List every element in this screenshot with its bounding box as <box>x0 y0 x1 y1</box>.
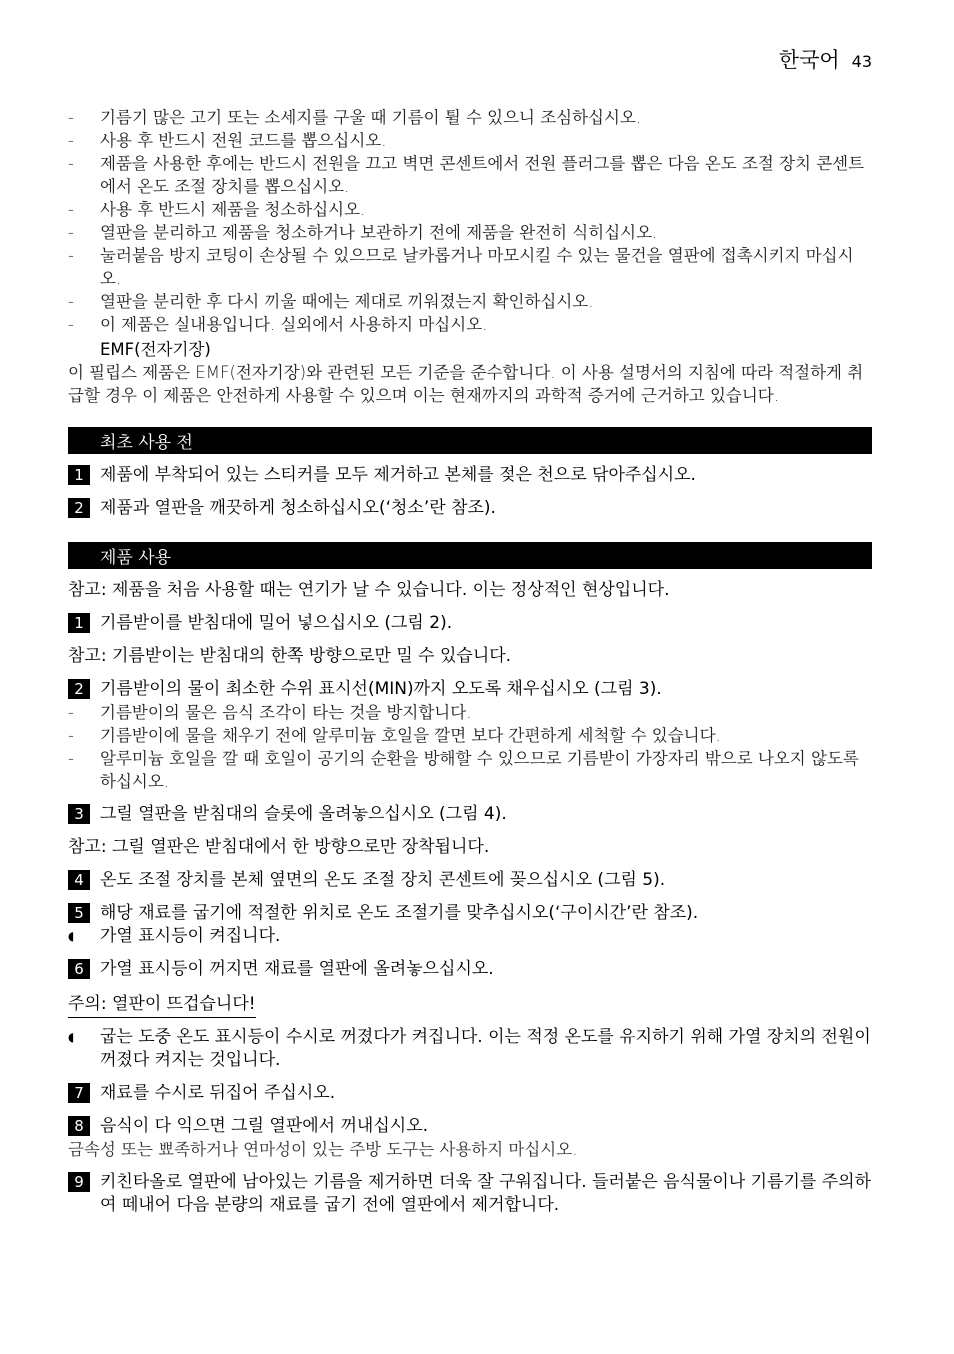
caution-text: 주의: 열판이 뜨겁습니다! <box>68 993 256 1018</box>
note-text: 참고: 그릴 열판은 받침대에서 한 방향으로만 장착됩니다. <box>68 837 490 857</box>
arrow-bullet-icon: ◖ <box>68 1030 75 1044</box>
section-header-using: 제품 사용 <box>68 542 872 569</box>
step-number: 1 <box>68 465 90 485</box>
page-content <box>68 106 872 1217</box>
step-item: 1 기름받이를 받침대에 밀어 넣으십시오 (그림 2). <box>68 612 872 635</box>
step-number: 2 <box>68 679 90 699</box>
note-text: 참고: 기름받이는 받침대의 한쪽 방향으로만 밀 수 있습니다. <box>68 646 512 666</box>
arrow-bullet-icon: ◖ <box>68 929 75 943</box>
step-number: 9 <box>68 1172 90 1192</box>
step-number: 6 <box>68 959 90 979</box>
step-item: 4 온도 조절 장치를 본체 옆면의 온도 조절 장치 콘센트에 꽂으십시오 (그림 5). <box>68 869 872 892</box>
result-bullet: ◖ 굽는 도중 온도 표시등이 수시로 꺼졌다가 켜집니다. 이는 적정 온도를 유지하기 위해 가열 장치의 전원이 꺼졌다 켜지는 것입니다. <box>68 1027 871 1070</box>
step-item: 3 그릴 열판을 받침대의 슬롯에 올려놓으십시오 (그림 4). <box>68 803 872 826</box>
step-item: 8 음식이 다 익으면 그릴 열판에서 꺼내십시오. <box>68 1115 872 1138</box>
step-item: 5 해당 재료를 굽기에 적절한 위치로 온도 조절기를 맞추십시오(‘구이시간’란 참조). <box>68 902 872 925</box>
result-bullet: ◖ 가열 표시등이 켜집니다. <box>68 926 281 946</box>
list-item: - 기름받이에 물을 채우기 전에 알루미늄 호일을 깔면 보다 간편하게 세척할 수 있습니다. <box>68 726 721 745</box>
list-item: - 눌러붙음 방지 코팅이 손상될 수 있으므로 날카롭거나 마모시킬 수 있는 물건을 열판에 접촉시키지 마십시오. <box>68 246 854 288</box>
list-item: - 제품을 사용한 후에는 반드시 전원을 끄고 벽면 콘센트에서 전원 플러그를 뽑은 다음 온도 조절 장치 콘센트에서 온도 조절 장치를 뽑으십시오. <box>68 154 865 196</box>
list-item: - 이 제품은 실내용입니다. 실외에서 사용하지 마십시오. <box>68 315 488 334</box>
list-item: - 열판을 분리한 후 다시 끼울 때에는 제대로 끼워졌는지 확인하십시오. <box>68 292 594 311</box>
emf-text: 이 필립스 제품은 EMF(전자기장)와 관련된 모든 기준을 준수합니다. 이 사용 설명서의 지침에 따라 적절하게 취급할 경우 이 제품은 안전하게 사용할 수 있으며 이는 현재까지의 과학적 증거에 근거하고 있습니다. <box>68 363 864 405</box>
emf-heading: EMF(전자기장) <box>100 340 211 359</box>
list-item: - 기름받이의 물은 음식 조각이 타는 것을 방지합니다. <box>68 703 472 722</box>
step-item: 6 가열 표시등이 꺼지면 재료를 열판에 올려놓으십시오. <box>68 958 872 981</box>
step-number: 5 <box>68 903 90 923</box>
step-number: 3 <box>68 804 90 824</box>
step2-sub-list <box>68 701 872 793</box>
step-number: 8 <box>68 1116 90 1136</box>
step-number: 2 <box>68 498 90 518</box>
list-item: - 사용 후 반드시 제품을 청소하십시오. <box>68 200 366 219</box>
step-number: 4 <box>68 870 90 890</box>
page-number: 43 <box>851 52 872 71</box>
list-item: - 기름기 많은 고기 또는 소세지를 구울 때 기름이 튈 수 있으니 조심하십시오. <box>68 108 642 127</box>
list-item: - 알루미늄 호일을 깔 때 호일이 공기의 순환을 방해할 수 있으므로 기름받이 가장자리 밖으로 나오지 않도록 하십시오. <box>68 749 859 791</box>
section-header-before-first-use: 최초 사용 전 <box>68 427 872 454</box>
step-number: 7 <box>68 1083 90 1103</box>
language-label: 한국어 <box>778 48 840 72</box>
step8-note: 금속성 또는 뾰족하거나 연마성이 있는 주방 도구는 사용하지 마십시오. <box>68 1140 578 1159</box>
step-item: 2 제품과 열판을 깨끗하게 청소하십시오(‘청소’란 참조). <box>68 497 872 520</box>
step-item: 7 재료를 수시로 뒤집어 주십시오. <box>68 1082 872 1105</box>
step-item: 1 제품에 부착되어 있는 스티커를 모두 제거하고 본체를 젖은 천으로 닦아주십시오. <box>68 464 872 487</box>
list-item: - 열판을 분리하고 제품을 청소하거나 보관하기 전에 제품을 완전히 식히십시오. <box>68 223 658 242</box>
step-number: 1 <box>68 613 90 633</box>
page-header <box>779 44 872 74</box>
warnings-list <box>68 106 872 336</box>
step-item: 2 기름받이의 물이 최소한 수위 표시선(MIN)까지 오도록 채우십시오 (그림 3). <box>68 678 872 701</box>
note-text: 참고: 제품을 처음 사용할 때는 연기가 날 수 있습니다. 이는 정상적인 현상입니다. <box>68 580 670 600</box>
step-item: 9 키친타올로 열판에 남아있는 기름을 제거하면 더욱 잘 구워집니다. 들러붙은 음식물이나 기름기를 주의하여 떼내어 다음 분량의 재료를 굽기 전에 열판에서 제거합니다. <box>68 1171 872 1217</box>
list-item: - 사용 후 반드시 전원 코드를 뽑으십시오. <box>68 131 387 150</box>
